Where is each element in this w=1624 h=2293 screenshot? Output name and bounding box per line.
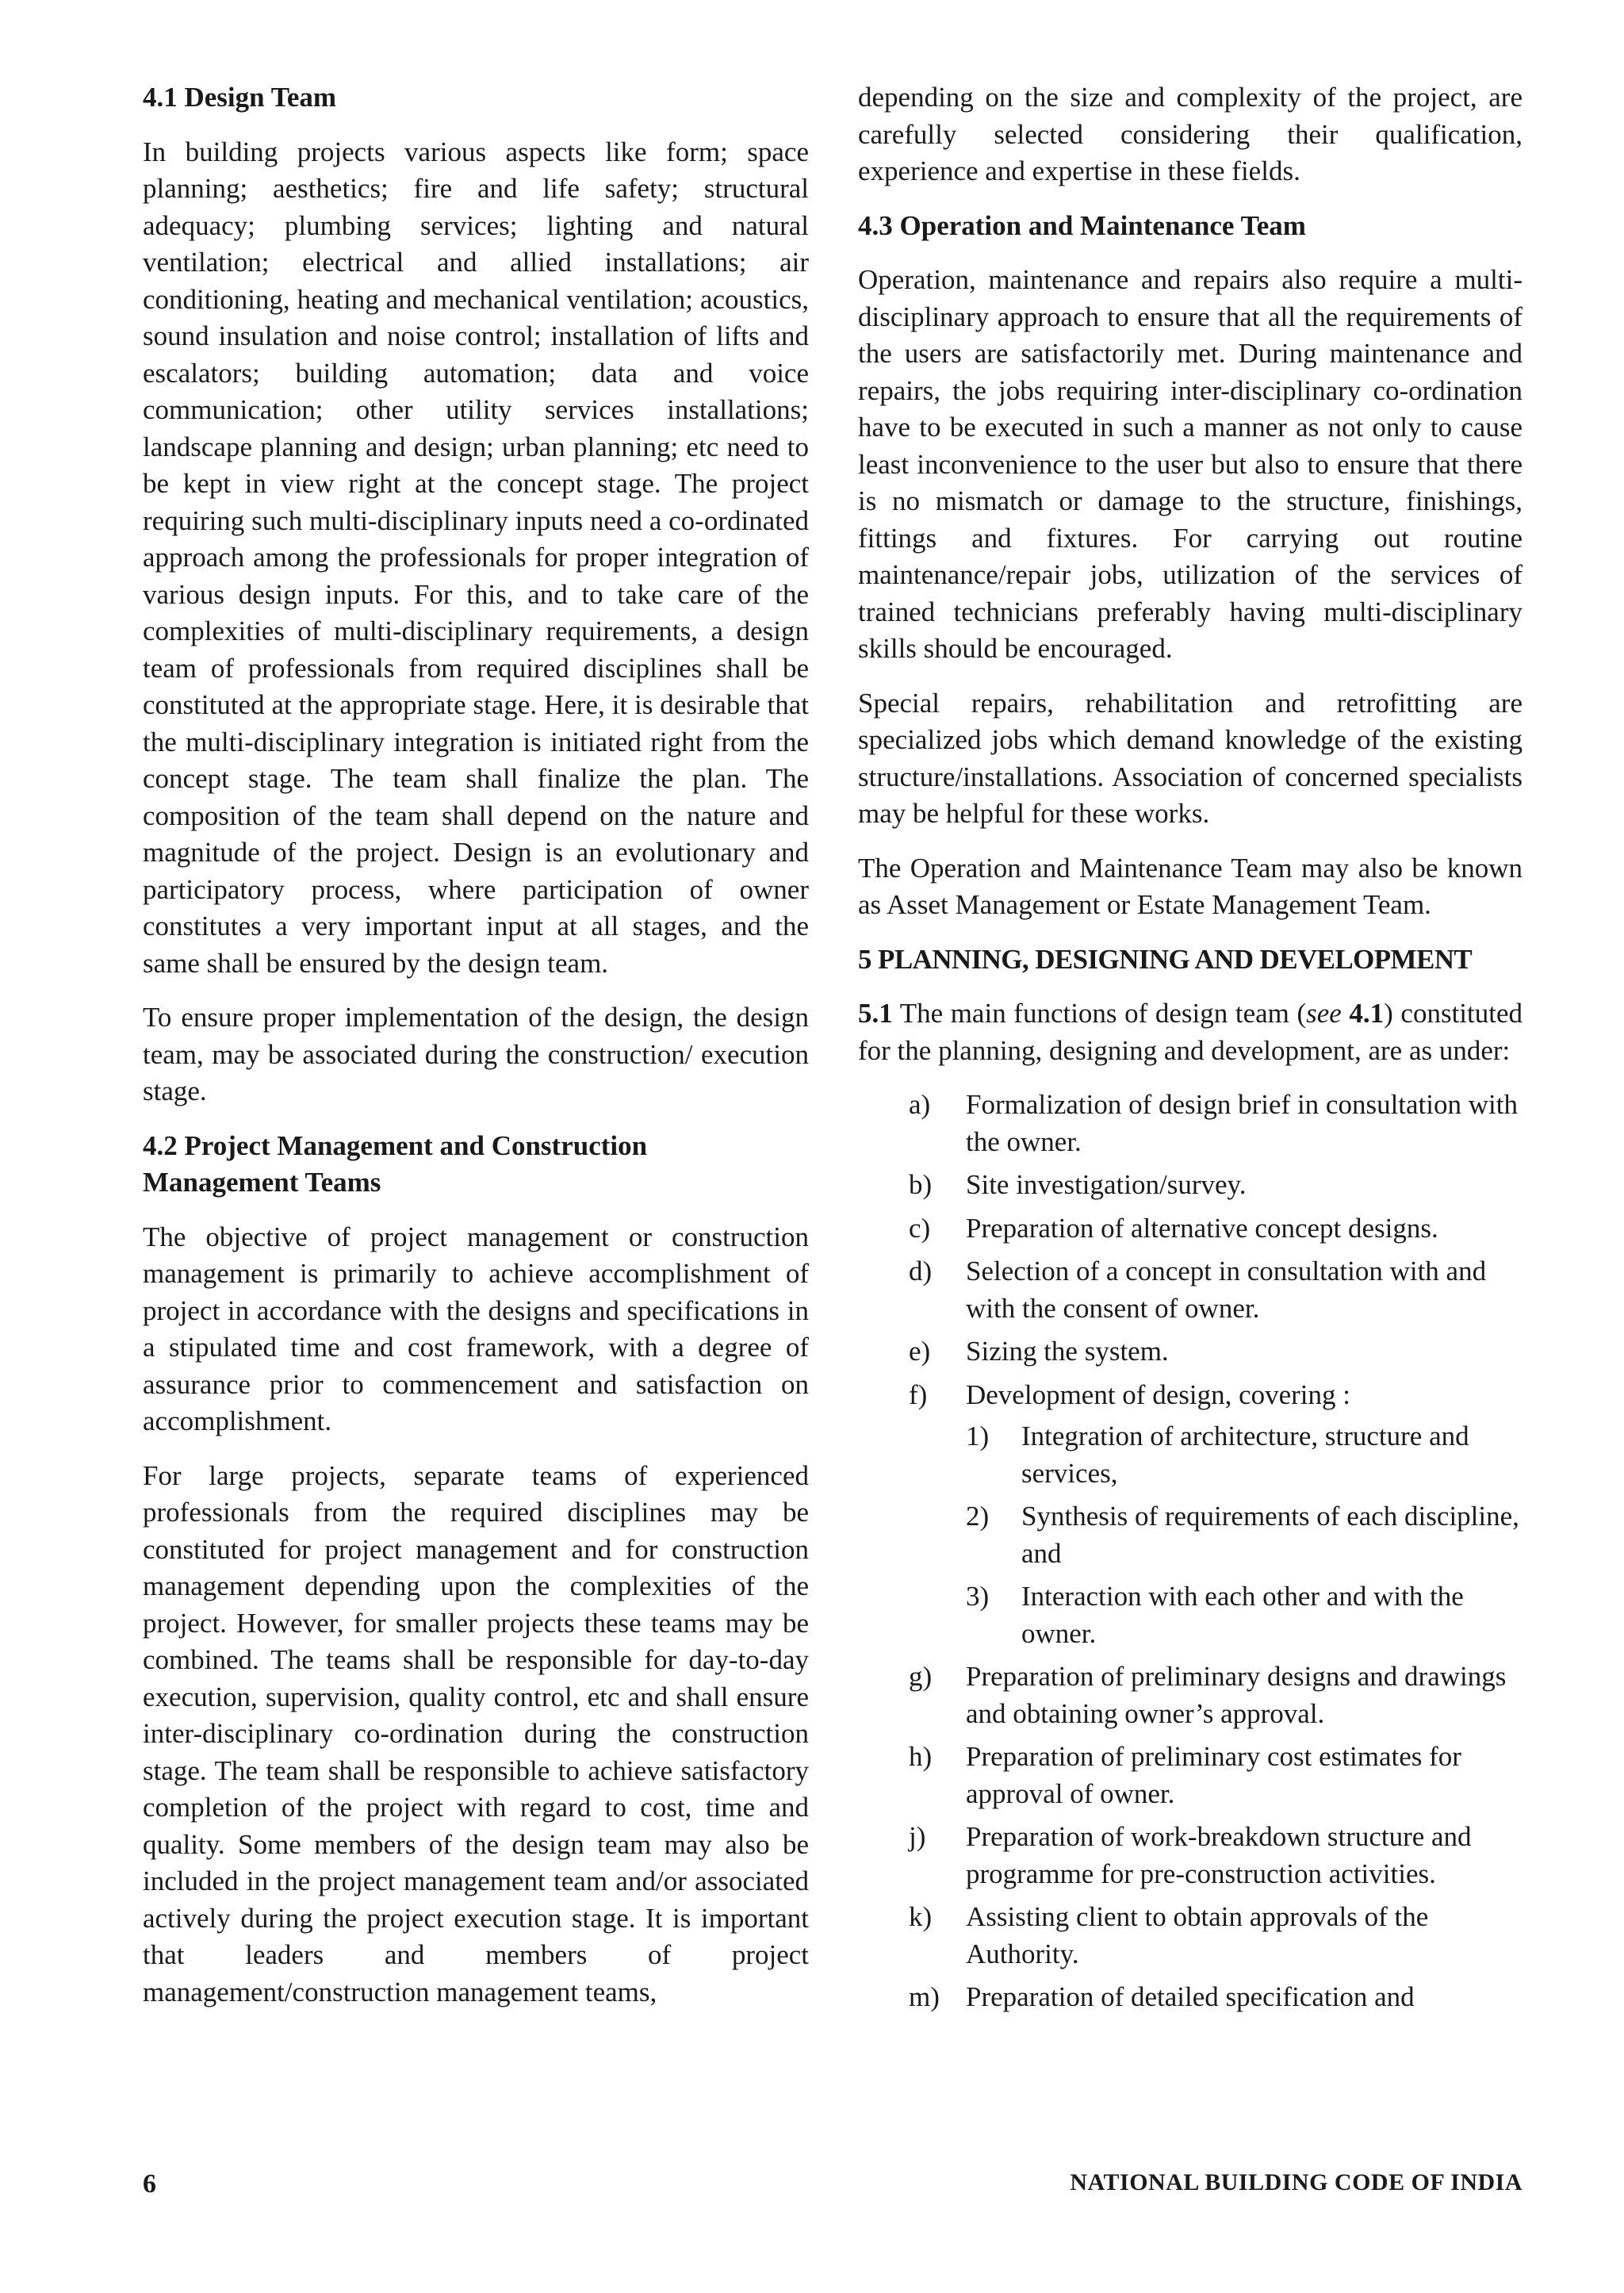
section-4-2-paragraph-2: For large projects, separate teams of experienced professionals from the required disciplines may be constituted for project management and for construction management depending upon the complexities of the project. However, for smaller projects these teams may be combined. The teams shall be responsible for day-to-day execution, supervision, quality control, etc and shall ensure inter-disciplinary co-ordination during the construction stage. The team shall be responsible to achieve satisfactory completion of the project with regard to cost, time and quality. Some members of the design team may also be included in the project management team and/or associated actively during the project execution stage. It is important that leaders and members of project management/construction management teams, xyxy=(143,1459,809,2007)
clause-reference: 4.1 xyxy=(1349,998,1385,1029)
list-marker: b) xyxy=(909,1169,933,1200)
section-5-1-text-b: ) constituted for the planning, designing and development, are as under: xyxy=(858,998,1523,1066)
section-4-2-heading: 4.2 Project Management and Construction Management Teams xyxy=(143,1129,648,1198)
sublist-marker: 1) xyxy=(966,1421,990,1451)
list-item-text: Selection of a concept in consultation with and with the consent of owner. xyxy=(966,1256,1487,1324)
list-marker: f) xyxy=(909,1378,928,1410)
list-item xyxy=(858,1979,1522,2016)
list-marker: a) xyxy=(909,1089,931,1120)
sublist-item-text: Interaction with each other and with the owner. xyxy=(1021,1581,1464,1649)
section-5-1-paragraph xyxy=(858,995,1522,1069)
list-item-text: Preparation of detailed specification and xyxy=(966,1981,1415,2012)
list-item xyxy=(858,1377,1522,1653)
section-4-1-paragraph-1: In building projects various aspects like form; space planning; aesthetics; fire and life safety; structural adequacy; plumbing services; lighting and natural ventilation; electrical and allied installations; air conditioning, heating and mechanical ventilation; acoustics, sound insulation and noise control; installation of lifts and escalators; building automation; data and voice communication; other utility services installations; landscape planning and design; urban planning; etc need to be kept in view right at the concept stage. The project requiring such multi-disciplinary inputs need a co-ordinated approach among the professionals for proper integration of various design inputs. For this, and to take care of the complexities of multi-disciplinary requirements, a design team of professionals from required disciplines shall be constituted at the appropriate stage. Here, it is desirable that the multi-disciplinary integration is initiated right from the concept stage. The team shall finalize the plan. The composition of the team shall depend on the nature and magnitude of the project. Design is an evolutionary and participatory process, where participation of owner constitutes a very important input at all stages, and the same shall be ensured by the design team. xyxy=(143,136,809,979)
see-reference-word: see xyxy=(1306,998,1342,1029)
sublist-item-text: Synthesis of requirements of each discipline, and xyxy=(1021,1501,1519,1569)
section-4-1-heading: 4.1 Design Team xyxy=(143,82,337,113)
list-item xyxy=(858,1210,1522,1248)
list-marker: g) xyxy=(909,1661,933,1692)
list-marker: d) xyxy=(909,1256,933,1286)
section-4-1-paragraph-2: To ensure proper implementation of the design, the design team, may be associated during the construction/ execution stage. xyxy=(143,1002,809,1106)
list-item xyxy=(858,1658,1522,1732)
sublist-marker: 2) xyxy=(966,1501,990,1532)
list-item-text: Sizing the system. xyxy=(966,1336,1169,1367)
section-4-3-heading: 4.3 Operation and Maintenance Team xyxy=(858,209,1306,241)
sublist-item xyxy=(966,1578,1522,1652)
list-marker: k) xyxy=(909,1901,933,1932)
continuation-paragraph: depending on the size and complexity of the project, are carefully selected considering their qualification, experience and expertise in these fields. xyxy=(858,82,1522,186)
list-item-text: Development of design, covering : xyxy=(966,1378,1351,1410)
list-marker: h) xyxy=(909,1741,933,1772)
left-column xyxy=(143,79,809,2028)
list-item-text: Preparation of preliminary designs and drawings and obtaining owner’s approval. xyxy=(966,1661,1507,1729)
list-item-text: Preparation of preliminary cost estimates for approval of owner. xyxy=(966,1741,1461,1809)
section-4-2-paragraph-1: The objective of project management or construction management is primarily to achieve accomplishment of project in accordance with the designs and specifications in a stipulated time and cost framework, with a degree of assurance prior to commencement and satisfaction on accomplishment. xyxy=(143,1221,809,1436)
sublist-item xyxy=(966,1498,1522,1572)
design-development-sublist xyxy=(966,1418,1522,1652)
list-item xyxy=(858,1333,1522,1371)
list-marker: e) xyxy=(909,1336,931,1367)
page-number: 6 xyxy=(143,2169,156,2199)
sublist-item-text: Integration of architecture, structure and services, xyxy=(1021,1421,1469,1489)
list-item xyxy=(858,1739,1522,1812)
publication-title: NATIONAL BUILDING CODE OF INDIA xyxy=(1070,2169,1522,2195)
section-4-3-paragraph-2: Special repairs, rehabilitation and retrofitting are specialized jobs which demand knowledge of the existing structure/installations. Association of concerned specialists may be helpful for these works. xyxy=(858,687,1522,829)
section-5-heading: 5 PLANNING, DESIGNING AND DEVELOPMENT xyxy=(858,943,1473,975)
list-marker: j) xyxy=(909,1821,926,1852)
section-4-3-paragraph-1: Operation, maintenance and repairs also require a multi-disciplinary approach to ensure that all the requirements of the users are satisfactorily met. During maintenance and repairs, the jobs requiring inter-disciplinary co-ordination have to be executed in such a manner as not only to cause least inconvenience to the user but also to ensure that there is no mismatch or damage to the structure, finishings, fittings and fixtures. For carrying out routine maintenance/repair jobs, utilization of the services of trained technicians preferably having multi-disciplinary skills should be encouraged. xyxy=(858,264,1522,664)
list-item xyxy=(858,1253,1522,1327)
design-team-functions-list xyxy=(858,1087,1522,2016)
list-item xyxy=(858,1899,1522,1973)
list-marker: m) xyxy=(909,1981,940,2012)
list-item-text: Site investigation/survey. xyxy=(966,1169,1247,1200)
list-item xyxy=(858,1819,1522,1892)
list-item xyxy=(858,1167,1522,1204)
list-marker: c) xyxy=(909,1212,931,1244)
list-item-text: Preparation of work-breakdown structure and programme for pre-construction activities. xyxy=(966,1821,1472,1889)
sublist-marker: 3) xyxy=(966,1581,990,1612)
list-item xyxy=(858,1087,1522,1160)
list-item-text: Preparation of alternative concept designs. xyxy=(966,1212,1438,1244)
section-5-1-number: 5.1 xyxy=(858,998,893,1029)
right-column xyxy=(858,79,1522,2023)
section-4-3-paragraph-3: The Operation and Maintenance Team may also be known as Asset Management or Estate Management Team. xyxy=(858,852,1522,920)
list-item-text: Assisting client to obtain approvals of the Authority. xyxy=(966,1901,1429,1969)
sublist-item xyxy=(966,1418,1522,1492)
list-item-text: Formalization of design brief in consultation with the owner. xyxy=(966,1089,1518,1157)
section-5-1-text-a: The main functions of design team ( xyxy=(892,998,1307,1029)
